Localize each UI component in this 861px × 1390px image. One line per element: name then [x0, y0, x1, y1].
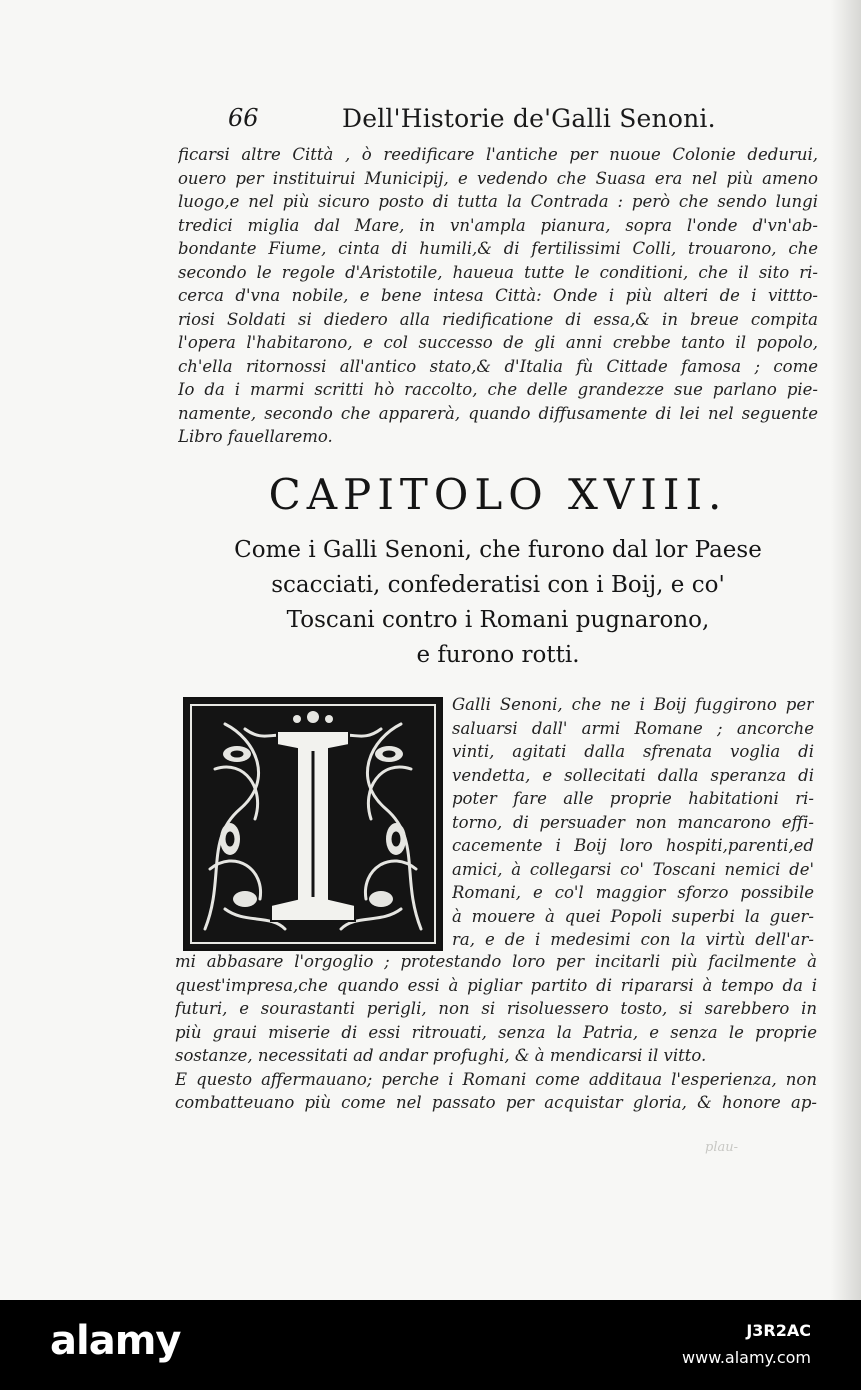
text-line: futuri, e sourastanti perigli, non si risoluessero tosto, si sarebbero in [175, 999, 817, 1018]
running-head [220, 100, 716, 140]
text-line: riosi Soldati si diedero alla riedificatione di essa,& in breue compita [178, 309, 818, 329]
watermark-url: www.alamy.com [682, 1348, 811, 1367]
text-line: Libro fauellaremo. [178, 427, 333, 446]
text-line: luogo,e nel più sicuro posto di tutta la Contrada : però che sendo lungi [178, 192, 818, 211]
text-line: vendetta, e sollecitati dalla speranza di [452, 765, 814, 785]
page-number: 66 [228, 104, 259, 132]
text-line: vinti, agitati dalla sfrenata voglia di [452, 742, 814, 761]
text-line: mi abbasare l'orgoglio ; protestando loro per incitarli più facilmente à [175, 952, 817, 971]
text-line: combatteuano più come nel passato per acquistar gloria, & honore ap- [175, 1093, 817, 1112]
catchword: plau- [705, 1140, 738, 1155]
chapter-title: CAPITOLO XVIII. [268, 470, 728, 519]
paragraph-bottom [175, 950, 817, 1115]
page-edge-shadow [831, 0, 861, 1300]
decorated-initial-I [183, 697, 443, 951]
chapter-subtitle [168, 533, 828, 673]
text-line: E questo affermauano; perche i Romani come additaua l'esperienza, non [175, 1069, 817, 1089]
text-line: saluarsi dall' armi Romane ; ancorche [452, 718, 814, 738]
subtitle-line: Come i Galli Senoni, che furono dal lor Paese [234, 537, 762, 563]
text-line: tredici miglia dal Mare, in vn'ampla pianura, sopra l'onde d'vn'ab- [178, 215, 818, 235]
text-line: più graui miserie di essi ritrouati, senza la Patria, e senza le proprie [175, 1022, 817, 1042]
text-line: cacemente i Boij loro hospiti,parenti,ed [452, 836, 814, 855]
paragraph-top [178, 143, 818, 449]
text-line: l'opera l'habitarono, e col successo de gli anni crebbe tanto il popolo, [178, 333, 818, 352]
text-line: quest'impresa,che quando essi à pigliar partito di ripararsi à tempo da i [175, 975, 817, 995]
running-head-title: Dell'Historie de'Galli Senoni. [342, 104, 716, 133]
text-line: secondo le regole d'Aristotile, haueua tutte le conditioni, che il sito ri- [178, 262, 818, 282]
text-line: ch'ella ritornossi all'antico stato,& d'Italia fù Cittade famosa ; come [178, 356, 818, 376]
text-line: à mouere à quei Popoli superbi la guer- [452, 906, 814, 926]
text-line: ficarsi altre Città , ò reedificare l'antiche per nuoue Colonie dedurui, [178, 145, 818, 164]
subtitle-line: e furono rotti. [416, 642, 580, 668]
text-line: Io da i marmi scritti hò raccolto, che delle grandezze sue parlano pie- [178, 380, 818, 399]
paragraph-side [452, 693, 814, 952]
text-line: bondante Fiume, cinta di humili,& di fertilissimi Colli, trouarono, che [178, 239, 818, 258]
text-line: Galli Senoni, che ne i Boij fuggirono per [452, 695, 814, 714]
floral-ornament-icon [185, 699, 441, 949]
text-line: torno, di persuader non mancarono effi- [452, 812, 814, 832]
text-line: sostanze, necessitati ad andar profughi, & à mendicarsi il vitto. [175, 1046, 707, 1065]
text-line: cerca d'vna nobile, e bene intesa Città: Onde i più alteri de i vittto- [178, 286, 818, 305]
watermark-logo: alamy [50, 1318, 181, 1364]
text-line: Romani, e co'l maggior sforzo possibile [452, 883, 814, 902]
text-line: poter fare alle proprie habitationi ri- [452, 789, 814, 808]
text-line: ouero per instituirui Municipij, e vedendo che Suasa era nel più ameno [178, 168, 818, 188]
text-line: ra, e de i medesimi con la virtù dell'ar- [452, 930, 814, 949]
subtitle-line: scacciati, confederatisi con i Boij, e co' [271, 572, 725, 598]
text-line: amici, à collegarsi co' Toscani nemici de' [452, 859, 814, 879]
watermark-image-id: J3R2AC [746, 1321, 811, 1340]
subtitle-line: Toscani contro i Romani pugnarono, [286, 607, 710, 633]
text-line: namente, secondo che apparerà, quando diffusamente di lei nel seguente [178, 403, 818, 423]
